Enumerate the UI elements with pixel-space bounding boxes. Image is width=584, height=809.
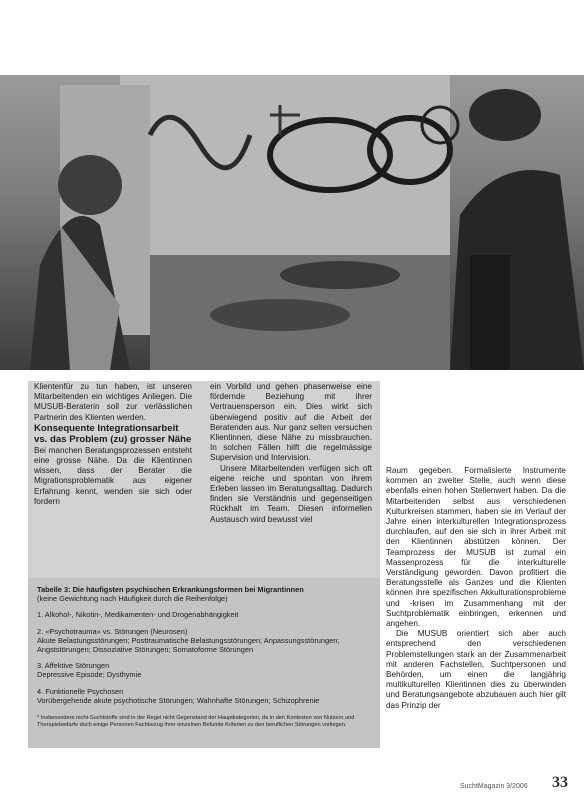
photograph bbox=[0, 75, 584, 370]
section-heading: Konsequente Integrationsarbeit vs. das Problem (zu) grosser Nähe bbox=[34, 422, 192, 446]
table-item-body: Akute Belastungsstörungen; Posttraumatische Belastungsstörungen; Anpassungsstörungen; Angststörungen; Dissoziative Störungen; Somatoforme Störungen bbox=[37, 635, 340, 655]
col1-paragraph: Bei manchen Beratungsprozessen entsteht eine grosse Nähe. Da die Klientinnen wissen, dass der Berater die Migrationsproblematik aus eigener Erfahrung kennt, wenden sie sich oder fordern bbox=[34, 445, 192, 506]
page-number: 33 bbox=[552, 774, 568, 791]
table-item-head: 3. Affektive Störungen bbox=[37, 661, 110, 671]
column-3 bbox=[386, 466, 566, 711]
table-item-head: 4. Funktionelle Psychosen bbox=[37, 686, 124, 696]
table-item bbox=[37, 627, 371, 655]
table-footnote: * Insbesondere nicht-Suchtstoffe sind in der Regel nicht Gegenstand der Hauptkategorien, da in den Kontexten von Nutzern und Therapiebedarfe doch einige Personen Fachbezug ihrer einzelnen Befunde Kriterien zu den beruflichen Störungen vorliegen. bbox=[37, 715, 355, 729]
table-item bbox=[37, 610, 371, 619]
table-title: Tabelle 3: Die häufigsten psychischen Erkrankungsformen bei Migrantinnen bbox=[37, 585, 304, 594]
col2-paragraph-2: Unsere Mitarbeitenden verfügen sich oft eigene reiche und spontan von ihrem Erleben lassen im Beratungsalltag. Dadurch finden sie Verständnis und gegenseitigen Rückhalt im Team. Diesen informellen Austausch wird bewusst viel bbox=[210, 463, 372, 524]
footer-source: SuchtMagazin 3/2006 bbox=[460, 783, 528, 790]
column-1 bbox=[34, 382, 192, 507]
column-2 bbox=[210, 382, 372, 525]
col3-paragraph-2: Die MUSUB orientiert sich aber auch entsprechend den verschiedenen Problemstellungen stark an der Zusammenarbeit mit anderen Fachstellen, Suchtpersonen und Behörden, um einen die langjährig multikulturellen Klientinnen dies zu überwinden und Beratungsangebote abzubauen auch hier gilt das Prinzip der bbox=[386, 629, 566, 710]
col3-paragraph-1: Raum gegeben. Formalisierte Instrumente kommen an zweiter Stelle, auch wenn diese ebenfalls einen hohen Stellenwert haben. Da die Mitarbeitenden selbst aus verschiedenen Kulturkreisen stammen, haben sie im Verlauf der Jahre einen interkulturellen Integrationsprozess durchlaufen, auf den sie sich in ihrer Arbeit mit den Klientinnen abstützen können. Der Teamprozess der MUSUB ist zumal ein Massenprozess für die interkulturelle Verständigung geworden. Davon profitiert die Beratungsstelle als Ganzes und die Klienten können ihre spezifischen Akkulturationsprobleme und -krisen im Zusammenhang mit der Suchtproblematik einbringen, erkennen und angehen. bbox=[386, 466, 566, 629]
table-subtitle: (keine Gewichtung nach Häufigkeit durch die Reihenfolge) bbox=[37, 594, 228, 604]
table-item-head: 2. «Psychotrauma» vs. Störungen (Neurosen) bbox=[37, 626, 188, 636]
col1-lead: Klientenfür zu tun haben, ist unseren Mitarbeitenden ein wichtiges Anliegen. Die MUSUB-Beraterin soll zur verlässlichen Partnerin des Klienten werden. bbox=[34, 382, 192, 422]
photograph-icon bbox=[0, 75, 584, 370]
table-item bbox=[37, 687, 371, 705]
table-3 bbox=[28, 578, 380, 748]
table-item-head: 1. Alkohol-, Nikotin-, Medikamenten- und Drogenabhängigkeit bbox=[37, 610, 239, 620]
table-item-body: Vorübergehende akute psychotische Störungen; Wahnhafte Störungen; Schizophrenie bbox=[37, 695, 320, 705]
table-item-body: Depressive Episode; Dysthymie bbox=[37, 670, 142, 680]
table-item bbox=[37, 661, 371, 679]
col2-paragraph-1: ein Vorbild und gehen phasenweise eine fördernde Beziehung mit ihrer Vertrauensperson ein. Dies wirkt sich überwiegend positiv auf die Arbeit der Beratenden aus. Nur ganz selten versuchen Klientinnen, diese Nähe zu missbrauchen. In solchen Fällen hilft die regelmässige Supervision und Intervision. bbox=[210, 382, 372, 463]
